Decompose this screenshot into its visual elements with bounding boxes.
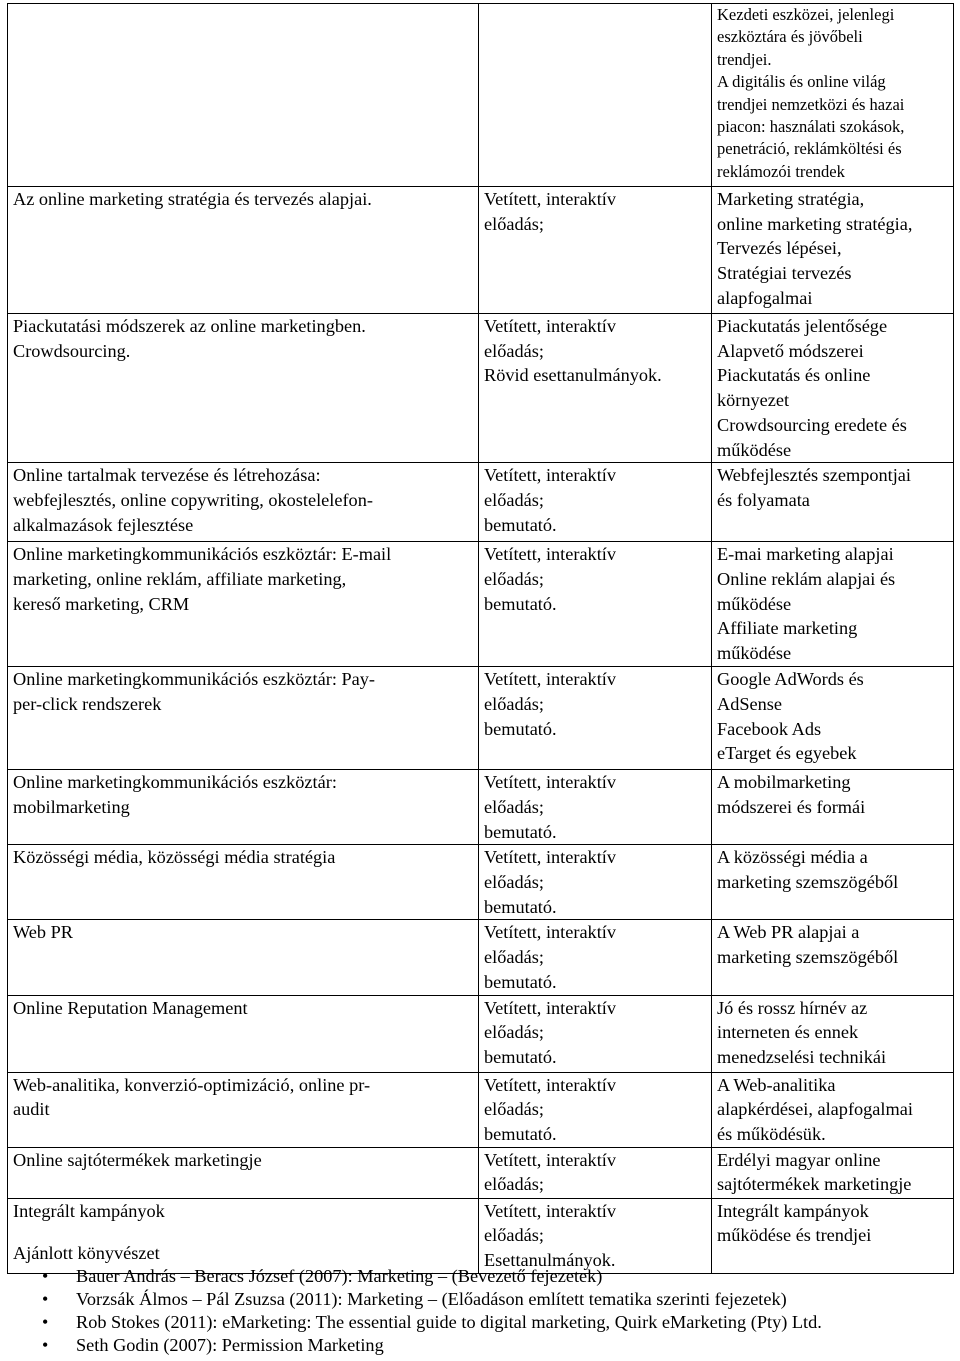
- content-line: Stratégiai tervezés: [717, 263, 852, 284]
- bibliography-heading: Ajánlott könyvészet: [13, 1243, 160, 1263]
- topic-line: Online marketingkommunikációs eszköztár:: [13, 772, 337, 793]
- method-line: bemutató.: [484, 1123, 557, 1144]
- method-line: bemutató.: [484, 896, 557, 917]
- bibliography-item: [13, 1334, 943, 1357]
- method-line: előadás;: [484, 947, 544, 968]
- content-line: trendjei nemzetközi és hazai: [717, 94, 905, 114]
- content-cell: [712, 770, 954, 845]
- topic-line: Integrált kampányok: [13, 1200, 165, 1221]
- content-line: menedzselési technikái: [717, 1046, 887, 1067]
- bullet-icon: •: [42, 1289, 49, 1309]
- table-row: [8, 542, 954, 667]
- content-cell: [712, 4, 954, 187]
- content-line: és működésük.: [717, 1123, 826, 1144]
- content-line: A mobilmarketing: [717, 772, 851, 793]
- method-line: bemutató.: [484, 593, 557, 614]
- method-cell: [479, 4, 712, 187]
- topic-cell: [8, 770, 479, 845]
- topic-line: Online Reputation Management: [13, 997, 248, 1018]
- bibliography-section: [13, 1242, 943, 1357]
- method-line: előadás;: [484, 340, 544, 361]
- topic-line: alkalmazások fejlesztése: [13, 514, 194, 535]
- content-line: trendjei.: [717, 49, 772, 69]
- topic-line: webfejlesztés, online copywriting, okostelelefon-: [13, 489, 373, 510]
- content-line: működése: [717, 593, 792, 614]
- content-line: piacon: használati szokások,: [717, 117, 905, 137]
- content-line: A közösségi média a: [717, 847, 868, 868]
- method-line: Vetített, interaktív: [484, 316, 616, 336]
- content-line: Piackutatás és online: [717, 365, 871, 386]
- method-cell: [479, 314, 712, 463]
- content-line: online marketing stratégia,: [717, 213, 913, 234]
- content-line: E-mai marketing alapjai: [717, 544, 894, 565]
- syllabus-table-body: [8, 4, 954, 1274]
- topic-line: Online marketingkommunikációs eszköztár: Pay-: [13, 669, 375, 690]
- topic-line: Online tartalmak tervezése és létrehozása:: [13, 465, 321, 486]
- content-line: Jó és rossz hírnév az: [717, 997, 868, 1018]
- topic-line: Online sajtótermékek marketingje: [13, 1149, 262, 1170]
- topic-cell: [8, 845, 479, 920]
- method-line: Vetített, interaktív: [484, 922, 616, 943]
- topic-cell: [8, 920, 479, 995]
- method-line: előadás;: [484, 1099, 544, 1120]
- content-cell: [712, 845, 954, 920]
- topic-cell: [8, 1072, 479, 1147]
- content-line: Crowdsourcing eredete és: [717, 414, 907, 435]
- content-line: Alapvető módszerei: [717, 340, 864, 361]
- method-line: Vetített, interaktív: [484, 847, 616, 868]
- content-line: penetráció, reklámköltési és: [717, 139, 902, 159]
- content-line: reklámozói trendek: [717, 161, 845, 181]
- content-line: AdSense: [717, 693, 782, 714]
- content-line: Integrált kampányok: [717, 1200, 869, 1221]
- method-cell: [479, 1147, 712, 1198]
- table-row: [8, 314, 954, 463]
- method-line: Vetített, interaktív: [484, 669, 616, 690]
- content-line: környezet: [717, 390, 790, 411]
- content-line: sajtótermékek marketingje: [717, 1174, 912, 1195]
- content-cell: [712, 542, 954, 667]
- content-cell: [712, 187, 954, 314]
- content-line: Kezdeti eszközei, jelenlegi: [717, 5, 895, 24]
- table-row: [8, 1072, 954, 1147]
- table-row: [8, 995, 954, 1072]
- method-line: előadás;: [484, 213, 544, 234]
- content-line: Google AdWords és: [717, 669, 864, 690]
- bullet-icon: •: [42, 1266, 49, 1286]
- method-line: bemutató.: [484, 718, 557, 739]
- method-cell: [479, 667, 712, 770]
- bibliography-item-text: Bauer András – Beracs József (2007): Marketing – (Bevezető fejezetek): [76, 1266, 603, 1286]
- method-line: Vetített, interaktív: [484, 465, 616, 486]
- content-line: eszköztára és jövőbeli: [717, 27, 863, 47]
- content-line: Affiliate marketing: [717, 618, 858, 639]
- content-cell: [712, 1147, 954, 1198]
- topic-line: Web-analitika, konverzió-optimizáció, online pr-: [13, 1074, 371, 1095]
- table-row: [8, 4, 954, 187]
- bibliography-item: [13, 1311, 943, 1334]
- method-line: Vetített, interaktív: [484, 544, 616, 565]
- content-cell: [712, 920, 954, 995]
- method-line: bemutató.: [484, 971, 557, 992]
- table-row: [8, 187, 954, 314]
- content-line: módszerei és formái: [717, 796, 866, 817]
- content-line: Tervezés lépései,: [717, 238, 842, 259]
- topic-cell: [8, 542, 479, 667]
- method-line: Vetített, interaktív: [484, 997, 616, 1018]
- topic-line: Online marketingkommunikációs eszköztár: E-mail: [13, 544, 392, 565]
- content-line: marketing szemszögéből: [717, 872, 899, 893]
- method-line: előadás;: [484, 1174, 544, 1195]
- bibliography-item-text: Rob Stokes (2011): eMarketing: The essential guide to digital marketing, Quirk eMarketing (Pty) Ltd.: [76, 1312, 822, 1332]
- topic-cell: [8, 1147, 479, 1198]
- content-cell: [712, 463, 954, 542]
- bullet-icon: •: [42, 1312, 49, 1332]
- content-line: Piackutatás jelentősége: [717, 316, 888, 336]
- topic-cell: [8, 187, 479, 314]
- method-cell: [479, 463, 712, 542]
- topic-line: Az online marketing stratégia és tervezés alapjai.: [13, 189, 372, 209]
- bibliography-item: [13, 1265, 943, 1288]
- content-line: és folyamata: [717, 489, 810, 510]
- content-line: alapkérdései, alapfogalmai: [717, 1099, 913, 1120]
- method-line: előadás;: [484, 568, 544, 589]
- content-line: működése és trendjei: [717, 1225, 872, 1246]
- method-line: előadás;: [484, 1225, 544, 1246]
- method-cell: [479, 920, 712, 995]
- bibliography-item-text: Seth Godin (2007): Permission Marketing: [76, 1335, 384, 1355]
- method-line: előadás;: [484, 872, 544, 893]
- table-row: [8, 770, 954, 845]
- content-line: eTarget és egyebek: [717, 743, 857, 764]
- content-line: Facebook Ads: [717, 718, 822, 739]
- method-line: Vetített, interaktív: [484, 772, 616, 793]
- topic-line: Crowdsourcing.: [13, 340, 131, 361]
- method-cell: [479, 542, 712, 667]
- content-line: interneten és ennek: [717, 1022, 859, 1043]
- method-line: Vetített, interaktív: [484, 1074, 616, 1095]
- content-line: A Web-analitika: [717, 1074, 836, 1095]
- content-cell: [712, 1072, 954, 1147]
- content-line: működése: [717, 439, 792, 460]
- content-line: A Web PR alapjai a: [717, 922, 860, 943]
- method-line: bemutató.: [484, 514, 557, 535]
- method-line: Vetített, interaktív: [484, 1149, 616, 1170]
- method-line: Esettanulmányok.: [484, 1250, 616, 1271]
- topic-cell: [8, 314, 479, 463]
- method-line: Rövid esettanulmányok.: [484, 365, 662, 386]
- content-line: Online reklám alapjai és: [717, 568, 896, 589]
- method-line: előadás;: [484, 489, 544, 510]
- method-cell: [479, 187, 712, 314]
- content-line: működése: [717, 643, 792, 664]
- syllabus-table: [7, 3, 954, 1274]
- topic-line: marketing, online reklám, affiliate marketing,: [13, 568, 347, 589]
- method-cell: [479, 995, 712, 1072]
- topic-line: per-click rendszerek: [13, 693, 162, 714]
- bibliography-item-text: Vorzsák Álmos – Pál Zsuzsa (2011): Marketing – (Előadáson említett tematika szerinti fejezetek): [76, 1289, 787, 1309]
- bullet-icon: •: [42, 1335, 49, 1355]
- method-line: előadás;: [484, 796, 544, 817]
- topic-cell: [8, 995, 479, 1072]
- content-line: Marketing stratégia,: [717, 189, 865, 209]
- bibliography-list: [13, 1265, 943, 1357]
- method-cell: [479, 770, 712, 845]
- content-line: alapfogalmai: [717, 287, 813, 308]
- topic-line: mobilmarketing: [13, 796, 130, 817]
- content-line: A digitális és online világ: [717, 72, 886, 92]
- method-cell: [479, 845, 712, 920]
- topic-line: Web PR: [13, 922, 73, 943]
- topic-line: Közösségi média, közösségi média stratégia: [13, 847, 336, 868]
- method-line: Vetített, interaktív: [484, 1200, 616, 1221]
- topic-line: audit: [13, 1099, 50, 1120]
- table-row: [8, 667, 954, 770]
- method-cell: [479, 1072, 712, 1147]
- method-line: előadás;: [484, 693, 544, 714]
- method-line: előadás;: [484, 1022, 544, 1043]
- content-line: Webfejlesztés szempontjai: [717, 465, 911, 486]
- content-cell: [712, 667, 954, 770]
- table-row: [8, 1147, 954, 1198]
- table-row: [8, 920, 954, 995]
- topic-cell: [8, 667, 479, 770]
- table-row: [8, 845, 954, 920]
- topic-cell: [8, 4, 479, 187]
- topic-line: Piackutatási módszerek az online marketingben.: [13, 316, 366, 336]
- method-line: Vetített, interaktív: [484, 189, 616, 209]
- content-cell: [712, 314, 954, 463]
- method-line: bemutató.: [484, 821, 557, 842]
- content-cell: [712, 995, 954, 1072]
- topic-line: kereső marketing, CRM: [13, 593, 190, 614]
- table-row: [8, 463, 954, 542]
- method-line: bemutató.: [484, 1046, 557, 1067]
- topic-cell: [8, 463, 479, 542]
- content-line: marketing szemszögéből: [717, 947, 899, 968]
- content-line: Erdélyi magyar online: [717, 1149, 881, 1170]
- bibliography-item: [13, 1288, 943, 1311]
